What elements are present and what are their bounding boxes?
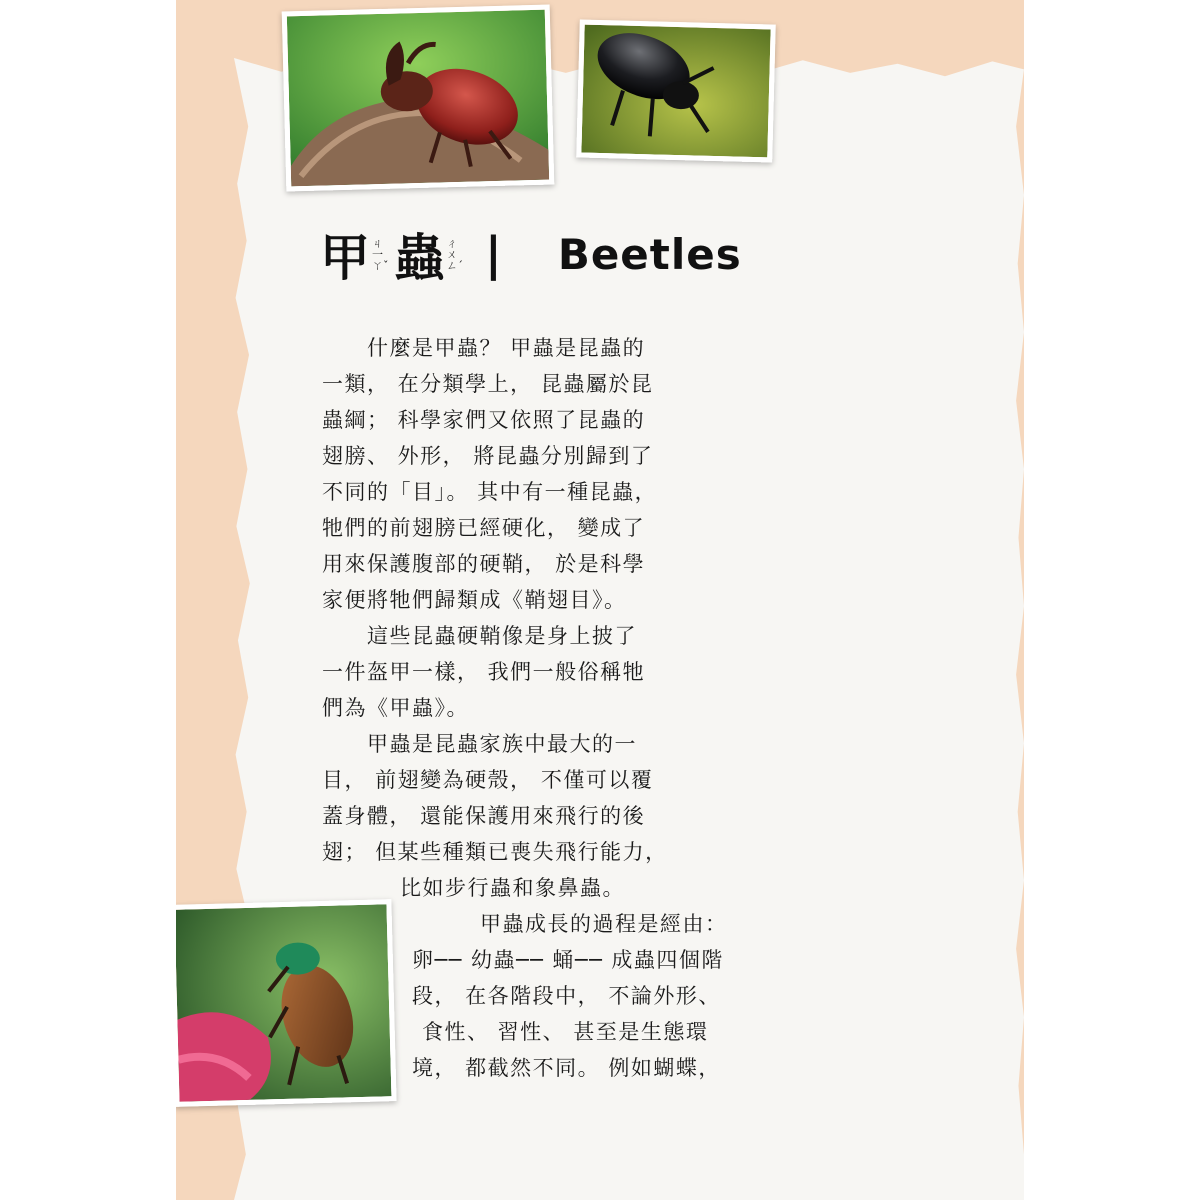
body-line: 比如步行蟲和象鼻蟲。 [400, 876, 625, 900]
body-line: 什麼是甲蟲？ 甲蟲是昆蟲的 [322, 336, 646, 360]
body-line: 段， 在各階段中， 不論外形、 [412, 984, 721, 1008]
body-line: 牠們的前翅膀已經硬化， 變成了 [322, 516, 646, 540]
body-line: 卵── 幼蟲── 蛹── 成蟲四個階 [412, 948, 724, 972]
title-char-2-zhuyin: ㄔ ㄨ ㄥˊ [446, 236, 463, 272]
title-english: Beetles [557, 229, 742, 279]
page-title [320, 222, 742, 286]
body-text-upper [322, 330, 668, 906]
title-char-2: 蟲 [394, 229, 445, 287]
body-line: 不同的「目」。 其中有一種昆蟲， [322, 480, 658, 504]
body-line: 翅； 但某些種類已喪失飛行能力， [322, 840, 668, 864]
green-metallic-beetle-on-flower-photo [176, 899, 397, 1107]
body-line: 們為《甲蟲》。 [322, 696, 469, 720]
body-line: 食性、 習性、 甚至是生態環 [422, 1020, 709, 1044]
body-line: 境， 都截然不同。 例如蝴蝶， [412, 1056, 721, 1080]
body-line: 蟲綱； 科學家們又依照了昆蟲的 [322, 408, 646, 432]
body-line: 一件盔甲一樣， 我們一般俗稱牠 [322, 660, 646, 684]
title-char-1: 甲 [320, 229, 370, 287]
body-line: 目， 前翅變為硬殼， 不僅可以覆 [322, 768, 654, 792]
body-line: 用來保護腹部的硬鞘， 於是科學 [322, 552, 646, 576]
body-text-lower [412, 906, 728, 1086]
rhinoceros-beetle-photo [282, 5, 555, 192]
title-char-1-zhuyin: ㄐ 一 ㄚˇ [372, 236, 389, 272]
body-line: 蓋身體， 還能保護用來飛行的後 [322, 804, 646, 828]
body-line: 甲蟲是昆蟲家族中最大的一 [322, 732, 637, 756]
body-line: 一類， 在分類學上， 昆蟲屬於昆 [322, 372, 654, 396]
body-line: 翅膀、 外形， 將昆蟲分別歸到了 [322, 444, 654, 468]
title-separator: | [485, 227, 502, 281]
body-line: 家便將牠們歸類成《鞘翅目》。 [322, 588, 627, 612]
black-dung-beetle-photo [576, 19, 776, 162]
body-line: 甲蟲成長的過程是經由： [480, 912, 728, 936]
body-line: 這些昆蟲硬鞘像是身上披了 [322, 624, 637, 648]
